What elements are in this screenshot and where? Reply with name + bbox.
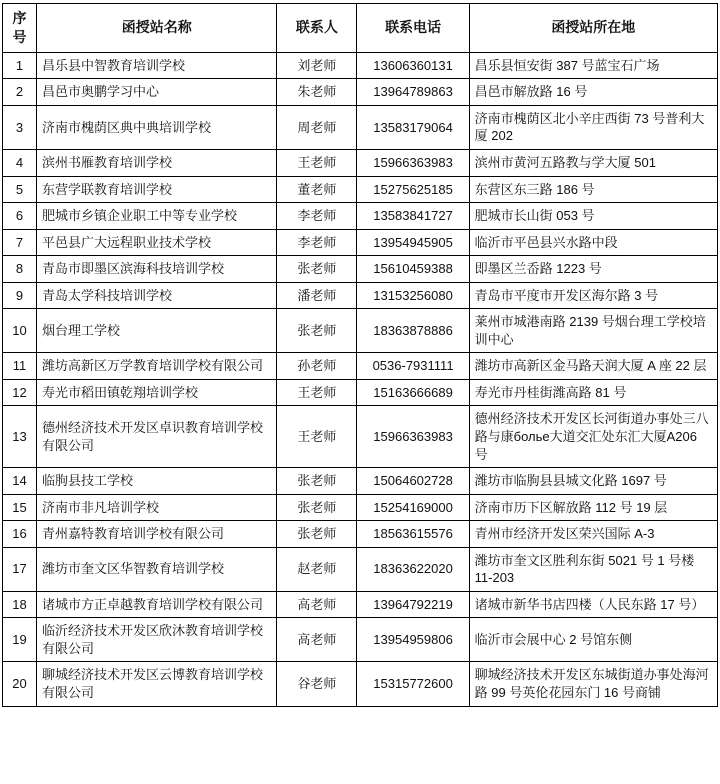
cell-index: 6 <box>3 203 37 230</box>
cell-station-name: 烟台理工学校 <box>37 309 277 353</box>
cell-index: 15 <box>3 494 37 521</box>
table-row <box>3 521 718 548</box>
cell-contact-person: 张老师 <box>277 256 357 283</box>
cell-address: 诸城市新华书店四楼（人民东路 17 号） <box>469 591 717 618</box>
cell-station-name: 临沂经济技术开发区欣沐教育培训学校有限公司 <box>37 618 277 662</box>
table-row <box>3 203 718 230</box>
cell-contact-person: 刘老师 <box>277 52 357 79</box>
cell-contact-person: 李老师 <box>277 229 357 256</box>
cell-index: 2 <box>3 79 37 106</box>
table-row <box>3 494 718 521</box>
cell-phone: 15275625185 <box>357 176 469 203</box>
column-header-index-line1: 序 <box>12 10 27 26</box>
cell-address: 昌乐县恒安街 387 号蓝宝石广场 <box>469 52 717 79</box>
cell-phone: 13964789863 <box>357 79 469 106</box>
cell-contact-person: 董老师 <box>277 176 357 203</box>
cell-station-name: 德州经济技术开发区卓识教育培训学校有限公司 <box>37 406 277 468</box>
table-row <box>3 105 718 149</box>
cell-phone: 18363622020 <box>357 547 469 591</box>
cell-index: 9 <box>3 282 37 309</box>
cell-station-name: 潍坊市奎文区华智教育培训学校 <box>37 547 277 591</box>
cell-index: 20 <box>3 662 37 706</box>
cell-phone: 15966363983 <box>357 406 469 468</box>
cell-station-name: 平邑县广大远程职业技术学校 <box>37 229 277 256</box>
cell-station-name: 济南市非凡培训学校 <box>37 494 277 521</box>
column-header-contact: 联系人 <box>277 4 357 53</box>
cell-address: 德州经济技术开发区长河街道办事处三八路与康болье大道交汇处东汇大厦A206 号 <box>469 406 717 468</box>
cell-phone: 0536-7931111 <box>357 353 469 380</box>
cell-index: 7 <box>3 229 37 256</box>
table-row <box>3 468 718 495</box>
table-row <box>3 52 718 79</box>
table-row <box>3 618 718 662</box>
table-row <box>3 149 718 176</box>
cell-phone: 13954945905 <box>357 229 469 256</box>
cell-phone: 15163666689 <box>357 379 469 406</box>
cell-contact-person: 孙老师 <box>277 353 357 380</box>
cell-address: 寿光市丹桂街潍高路 81 号 <box>469 379 717 406</box>
cell-phone: 13583841727 <box>357 203 469 230</box>
cell-contact-person: 谷老师 <box>277 662 357 706</box>
cell-address: 即墨区兰岙路 1223 号 <box>469 256 717 283</box>
cell-address: 临沂市会展中心 2 号馆东侧 <box>469 618 717 662</box>
cell-station-name: 昌乐县中智教育培训学校 <box>37 52 277 79</box>
cell-station-name: 临朐县技工学校 <box>37 468 277 495</box>
cell-address: 聊城经济技术开发区东城街道办事处海河路 99 号英伦花园东门 16 号商铺 <box>469 662 717 706</box>
cell-station-name: 肥城市乡镇企业职工中等专业学校 <box>37 203 277 230</box>
cell-index: 16 <box>3 521 37 548</box>
cell-contact-person: 王老师 <box>277 149 357 176</box>
cell-station-name: 潍坊高新区万学教育培训学校有限公司 <box>37 353 277 380</box>
cell-address: 潍坊市高新区金马路天润大厦 A 座 22 层 <box>469 353 717 380</box>
cell-address: 济南市历下区解放路 112 号 19 层 <box>469 494 717 521</box>
cell-phone: 15254169000 <box>357 494 469 521</box>
cell-address: 昌邑市解放路 16 号 <box>469 79 717 106</box>
table-header <box>3 4 718 53</box>
cell-index: 12 <box>3 379 37 406</box>
cell-index: 11 <box>3 353 37 380</box>
cell-contact-person: 张老师 <box>277 494 357 521</box>
header-row <box>3 4 718 53</box>
cell-phone: 18363878886 <box>357 309 469 353</box>
correspondence-station-table <box>2 3 718 707</box>
cell-address: 东营区东三路 186 号 <box>469 176 717 203</box>
column-header-index <box>3 4 37 53</box>
cell-contact-person: 张老师 <box>277 521 357 548</box>
table-row <box>3 379 718 406</box>
cell-phone: 13954959806 <box>357 618 469 662</box>
table-row <box>3 662 718 706</box>
column-header-address: 函授站所在地 <box>469 4 717 53</box>
cell-contact-person: 张老师 <box>277 309 357 353</box>
cell-station-name: 青州嘉特教育培训学校有限公司 <box>37 521 277 548</box>
cell-index: 4 <box>3 149 37 176</box>
cell-station-name: 济南市槐荫区典中典培训学校 <box>37 105 277 149</box>
cell-phone: 13964792219 <box>357 591 469 618</box>
column-header-name: 函授站名称 <box>37 4 277 53</box>
cell-index: 8 <box>3 256 37 283</box>
cell-station-name: 滨州书雁教育培训学校 <box>37 149 277 176</box>
cell-phone: 15315772600 <box>357 662 469 706</box>
table-row <box>3 256 718 283</box>
table-row <box>3 406 718 468</box>
cell-phone: 15966363983 <box>357 149 469 176</box>
table-row <box>3 353 718 380</box>
cell-contact-person: 李老师 <box>277 203 357 230</box>
cell-address: 青州市经济开发区荣兴国际 A-3 <box>469 521 717 548</box>
cell-contact-person: 王老师 <box>277 379 357 406</box>
cell-index: 18 <box>3 591 37 618</box>
cell-station-name: 诸城市方正卓越教育培训学校有限公司 <box>37 591 277 618</box>
cell-station-name: 东营学联教育培训学校 <box>37 176 277 203</box>
cell-contact-person: 高老师 <box>277 591 357 618</box>
cell-index: 17 <box>3 547 37 591</box>
table-row <box>3 176 718 203</box>
cell-contact-person: 朱老师 <box>277 79 357 106</box>
table-body <box>3 52 718 706</box>
table-row <box>3 282 718 309</box>
table-row <box>3 547 718 591</box>
cell-address: 肥城市长山街 053 号 <box>469 203 717 230</box>
cell-index: 13 <box>3 406 37 468</box>
cell-address: 青岛市平度市开发区海尔路 3 号 <box>469 282 717 309</box>
cell-index: 14 <box>3 468 37 495</box>
table-row <box>3 591 718 618</box>
cell-phone: 13583179064 <box>357 105 469 149</box>
cell-phone: 15064602728 <box>357 468 469 495</box>
table-row <box>3 309 718 353</box>
cell-contact-person: 王老师 <box>277 406 357 468</box>
column-header-phone: 联系电话 <box>357 4 469 53</box>
cell-index: 1 <box>3 52 37 79</box>
cell-address: 莱州市城港南路 2139 号烟台理工学校培训中心 <box>469 309 717 353</box>
column-header-index-line2: 号 <box>12 28 27 45</box>
cell-index: 3 <box>3 105 37 149</box>
cell-index: 10 <box>3 309 37 353</box>
cell-address: 潍坊市临朐县县城文化路 1697 号 <box>469 468 717 495</box>
cell-phone: 13153256080 <box>357 282 469 309</box>
cell-phone: 15610459388 <box>357 256 469 283</box>
cell-contact-person: 赵老师 <box>277 547 357 591</box>
cell-contact-person: 周老师 <box>277 105 357 149</box>
cell-address: 临沂市平邑县兴水路中段 <box>469 229 717 256</box>
cell-index: 19 <box>3 618 37 662</box>
cell-address: 潍坊市奎文区胜利东街 5021 号 1 号楼 11-203 <box>469 547 717 591</box>
cell-address: 济南市槐荫区北小辛庄西街 73 号普利大厦 202 <box>469 105 717 149</box>
cell-station-name: 青岛太学科技培训学校 <box>37 282 277 309</box>
table-row <box>3 229 718 256</box>
cell-station-name: 昌邑市奥鹏学习中心 <box>37 79 277 106</box>
cell-station-name: 青岛市即墨区滨海科技培训学校 <box>37 256 277 283</box>
cell-address: 滨州市黄河五路教与学大厦 501 <box>469 149 717 176</box>
cell-station-name: 聊城经济技术开发区云博教育培训学校有限公司 <box>37 662 277 706</box>
cell-phone: 13606360131 <box>357 52 469 79</box>
cell-phone: 18563615576 <box>357 521 469 548</box>
cell-station-name: 寿光市稻田镇乾翔培训学校 <box>37 379 277 406</box>
cell-contact-person: 潘老师 <box>277 282 357 309</box>
cell-index: 5 <box>3 176 37 203</box>
cell-contact-person: 高老师 <box>277 618 357 662</box>
table-row <box>3 79 718 106</box>
cell-contact-person: 张老师 <box>277 468 357 495</box>
